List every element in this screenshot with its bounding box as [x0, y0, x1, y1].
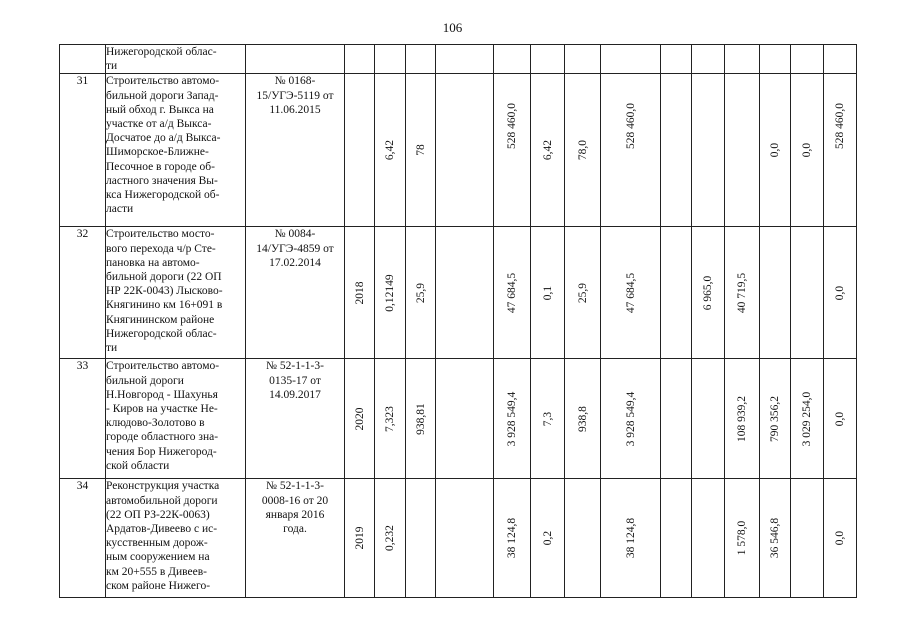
cell-object-name: Строительство автомо- бильной дороги Запад- ный обход г. Выкса на участке от а/д Выкса- Досчатое до а/д Выкса- Шиморское-Ближне- Песочное в городе об- ластного значения Вы- кса Нижегородской об- ласти — [106, 74, 246, 227]
cell-col9 — [661, 479, 692, 598]
cell-length: 7,323 — [375, 359, 406, 479]
cell-length: 0,232 — [375, 479, 406, 598]
cell-year: 2019 — [345, 479, 375, 598]
data-table — [59, 44, 857, 598]
cell-length-2: 0,1 — [531, 227, 565, 359]
cell-col11: 40 719,5 — [725, 227, 760, 359]
cell-number: 31 — [60, 74, 106, 227]
cell-col4 — [436, 479, 494, 598]
cell-number — [60, 45, 106, 74]
cell-number: 34 — [60, 479, 106, 598]
cell-object-name: Реконструкция участка автомобильной дороги (22 ОП РЗ-22К-0063) Ардатов-Дивеево с ис- кусственным дорож- ным сооружением на км 20+555 в Дивеев- ском районе Нижего- — [106, 479, 246, 598]
cell-area-2: 25,9 — [565, 227, 601, 359]
cell-area: 938,81 — [406, 359, 436, 479]
cell-col12 — [760, 227, 791, 359]
cell-col10 — [692, 359, 725, 479]
cell-col9 — [661, 74, 692, 227]
page-number: 106 — [442, 20, 463, 35]
table-row — [60, 359, 857, 479]
table-row-continuation — [60, 45, 857, 74]
cell-cost-2: 528 460,0 — [601, 74, 661, 227]
cell-expertise: № 0168- 15/УГЭ-5119 от 11.06.2015 — [246, 74, 345, 227]
cell-cost: 47 684,5 — [494, 227, 531, 359]
cell-cost: 38 124,8 — [494, 479, 531, 598]
cell-expertise: № 0084- 14/УГЭ-4859 от 17.02.2014 — [246, 227, 345, 359]
cell-col10 — [692, 479, 725, 598]
cell-area — [406, 479, 436, 598]
cell-number: 32 — [60, 227, 106, 359]
cell-object-name: Строительство автомо- бильной дороги Н.Новгород - Шахунья - Киров на участке Не- клюдово-Золотово в городе областного зна- чения Бор Нижегород- ской области — [106, 359, 246, 479]
cell-col13: 0,0 — [791, 74, 824, 227]
cell-cost-2: 38 124,8 — [601, 479, 661, 598]
cell-col4 — [436, 74, 494, 227]
cell-col13: 3 029 254,0 — [791, 359, 824, 479]
cell-col14: 0,0 — [824, 227, 857, 359]
cell-length-2: 7,3 — [531, 359, 565, 479]
cell-col9 — [661, 227, 692, 359]
cell-length: 6,42 — [375, 74, 406, 227]
cell-object-name: Строительство мосто- вого перехода ч/р Сте- пановка на автомо- бильной дороги (22 ОП НР 22К-0043) Лысково- Княгинино км 16+091 в Княгининском районе Нижегородской облас- ти — [106, 227, 246, 359]
cell-area: 78 — [406, 74, 436, 227]
cell-col10 — [692, 74, 725, 227]
cell-expertise — [246, 45, 345, 74]
cell-year: 2018 — [345, 227, 375, 359]
table-row — [60, 74, 857, 227]
cell-length-2: 6,42 — [531, 74, 565, 227]
cell-col13 — [791, 479, 824, 598]
cell-area: 25,9 — [406, 227, 436, 359]
cell-length: 0,12149 — [375, 227, 406, 359]
cell-cost: 3 928 549,4 — [494, 359, 531, 479]
cell-col13 — [791, 227, 824, 359]
cell-area-2 — [565, 479, 601, 598]
cell-col12: 0,0 — [760, 74, 791, 227]
table-row — [60, 227, 857, 359]
cell-col14: 528 460,0 — [824, 74, 857, 227]
cell-col14: 0,0 — [824, 359, 857, 479]
cell-col11 — [725, 74, 760, 227]
cell-col12: 790 356,2 — [760, 359, 791, 479]
cell-year: 2020 — [345, 359, 375, 479]
cell-length-2: 0,2 — [531, 479, 565, 598]
cell-area-2: 78,0 — [565, 74, 601, 227]
cell-cost: 528 460,0 — [494, 74, 531, 227]
cell-expertise: № 52-1-1-3- 0135-17 от 14.09.2017 — [246, 359, 345, 479]
cell-year — [345, 74, 375, 227]
cell-col11: 108 939,2 — [725, 359, 760, 479]
table-row — [60, 479, 857, 598]
cell-number: 33 — [60, 359, 106, 479]
cell-col4 — [436, 359, 494, 479]
cell-col11: 1 578,0 — [725, 479, 760, 598]
cell-cost-2: 47 684,5 — [601, 227, 661, 359]
cell-col12: 36 546,8 — [760, 479, 791, 598]
cell-col10: 6 965,0 — [692, 227, 725, 359]
cell-area-2: 938,8 — [565, 359, 601, 479]
cell-cost-2: 3 928 549,4 — [601, 359, 661, 479]
cell-col4 — [436, 227, 494, 359]
cell-object-name: Нижегородской облас- ти — [106, 45, 246, 74]
cell-col14: 0,0 — [824, 479, 857, 598]
cell-col9 — [661, 359, 692, 479]
cell-expertise: № 52-1-1-3- 0008-16 от 20 января 2016 года. — [246, 479, 345, 598]
